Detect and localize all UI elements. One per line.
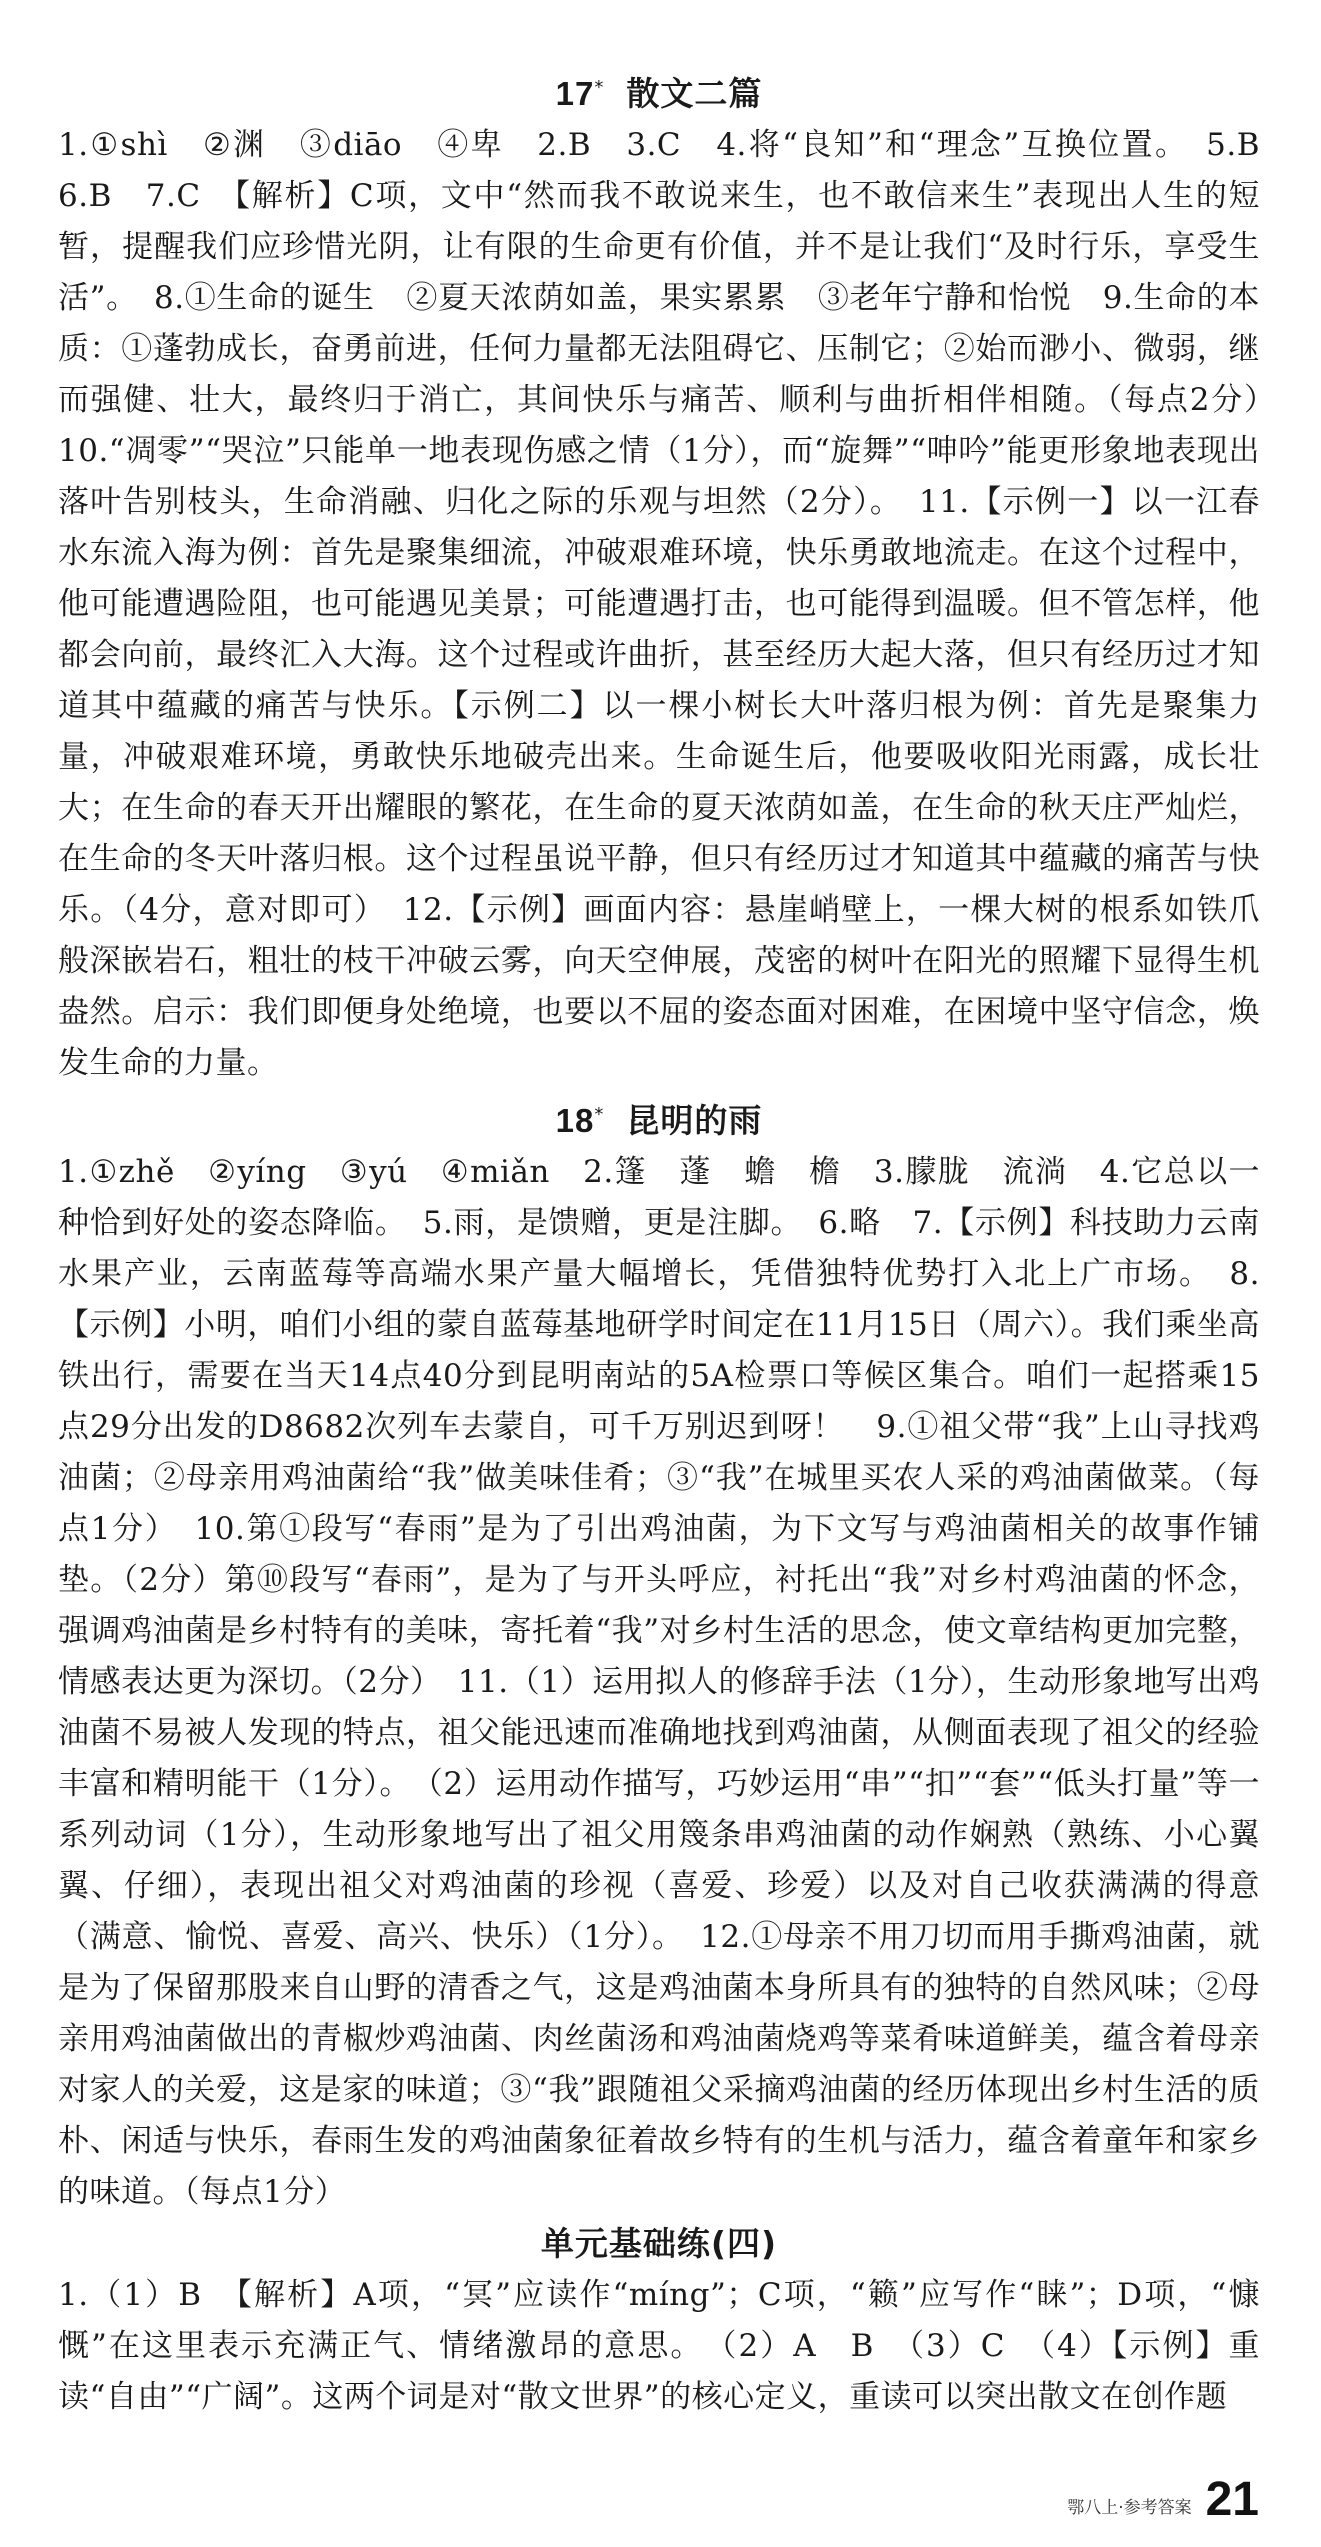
section-unit-practice-4 xyxy=(58,2222,1260,2423)
section-title xyxy=(58,66,1260,116)
optional-lesson-mark: * xyxy=(594,77,605,98)
book-label: 鄂八上·参考答案 xyxy=(1067,2498,1192,2518)
answer-text: 1.（1）B 【解析】A项，“冥”应读作“míng”；C项，“籁”应写作“睐”；D项，“慷慨”在这里表示充满正气、情绪激昂的意思。 （2）A B （3）C （4）【示例】重读“自由”“广阔”。这两个词是对“散文世界”的核心定义，重读可以突出散文在创作题 xyxy=(58,2277,1260,2415)
section-17 xyxy=(58,66,1292,1089)
page-number: 21 xyxy=(1205,2473,1259,2526)
page-footer xyxy=(1067,2470,1259,2526)
optional-lesson-mark: * xyxy=(594,1104,605,1125)
answer-text: 1.①shì ②渊 ③diāo ④卑 2.B 3.C 4.将“良知”和“理念”互换位置。 5.B 6.B 7.C 【解析】C项，文中“然而我不敢说来生，也不敢信来生”表现出人生的短暂，提醒我们应珍惜光阴，让有限的生命更有价值，并不是让我们“及时行乐，享受生活”。 8.①生命的诞生 ②夏天浓荫如盖，果实累累 ③老年宁静和怡悦 9.生命的本质：①蓬勃成长，奋勇前进，任何力量都无法阻碍它、压制它；②始而渺小、微弱，继而强健、壮大，最终归于消亡，其间快乐与痛苦、顺利与曲折相伴相随。（每点2分） 10.“凋零”“哭泣”只能单一地表现伤感之情（1分），而“旋舞”“呻吟”能更形象地表现出落叶告别枝头，生命消融、归化之际的乐观与坦然（2分）。 11.【示例一】以一江春水东流入海为例：首先是聚集细流，冲破艰难环境，快乐勇敢地流走。在这个过程中，他可能遭遇险阻，也可能遇见美景；可能遭遇打击，也可能得到温暖。但不管怎样，他都会向前，最终汇入大海。这个过程或许曲折，甚至经历大起大落，但只有经历过才知道其中蕴藏的痛苦与快乐。【示例二】以一棵小树长大叶落归根为例：首先是聚集力量，冲破艰难环境，勇敢快乐地破壳出来。生命诞生后，他要吸收阳光雨露，成长壮大；在生命的春天开出耀眼的繁花，在生命的夏天浓荫如盖，在生命的秋天庄严灿烂，在生命的冬天叶落归根。这个过程虽说平静，但只有经历过才知道其中蕴藏的痛苦与快乐。（4分，意对即可） 12.【示例】画面内容：悬崖峭壁上，一棵大树的根系如铁爪般深嵌岩石，粗壮的枝干冲破云雾，向天空伸展，茂密的树叶在阳光的照耀下显得生机盎然。启示：我们即便身处绝境，也要以不屈的姿态面对困难，在困境中坚守信念，焕发生命的力量。 xyxy=(58,127,1292,1081)
lesson-title: 昆明的雨 xyxy=(626,1101,763,1140)
answer-text: 1.①zhě ②yíng ③yú ④miǎn 2.篷 蓬 蟾 檐 3.朦胧 流淌 4.它总以一种恰到好处的姿态降临。 5.雨，是馈赠，更是注脚。 6.略 7.【示例】科技助力云南水果产业，云南蓝莓等高端水果产量大幅增长，凭借独特优势打入北上广市场。 8.【示例】小明，咱们小组的蒙自蓝莓基地研学时间定在11月15日（周六）。我们乘坐高铁出行，需要在当天14点40分到昆明南站的5A检票口等候区集合。咱们一起搭乘15点29分出发的D8682次列车去蒙自，可千万别迟到呀！ 9.①祖父带“我”上山寻找鸡油菌；②母亲用鸡油菌给“我”做美味佳肴；③“我”在城里买农人采的鸡油菌做菜。（每点1分） 10.第①段写“春雨”是为了引出鸡油菌，为下文写与鸡油菌相关的故事作铺垫。（2分）第⑩段写“春雨”，是为了与开头呼应，衬托出“我”对乡村鸡油菌的怀念，强调鸡油菌是乡村特有的美味，寄托着“我”对乡村生活的思念，使文章结构更加完整，情感表达更为深切。（2分） 11.（1）运用拟人的修辞手法（1分），生动形象地写出鸡油菌不易被人发现的特点，祖父能迅速而准确地找到鸡油菌，从侧面表现了祖父的经验丰富和精明能干（1分）。 （2）运用动作描写，巧妙运用“串”“扣”“套”“低头打量”等一系列动词（1分），生动形象地写出了祖父用篾条串鸡油菌的动作娴熟（熟练、小心翼翼、仔细），表现出祖父对鸡油菌的珍视（喜爱、珍爱）以及对自己收获满满的得意（满意、愉悦、喜爱、高兴、快乐）（1分）。 12.①母亲不用刀切而用手撕鸡油菌，就是为了保留那股来自山野的清香之气，这是鸡油菌本身所具有的独特的自然风味；②母亲用鸡油菌做出的青椒炒鸡油菌、肉丝菌汤和鸡油菌烧鸡等菜肴味道鲜美，蕴含着母亲对家人的关爱，这是家的味道；③“我”跟随祖父采摘鸡油菌的经历体现出乡村生活的质朴、闲适与快乐，春雨生发的鸡油菌象征着故乡特有的生机与活力，蕴含着童年和家乡的味道。（每点1分） xyxy=(58,1154,1260,2210)
lesson-number: 18 xyxy=(555,1102,595,1139)
section-title xyxy=(58,2222,1260,2266)
answer-page xyxy=(58,62,1292,2423)
lesson-number: 17 xyxy=(555,75,595,112)
section-18 xyxy=(58,1093,1260,2218)
section-title xyxy=(58,1093,1260,1143)
unit-title: 单元基础练(四) xyxy=(540,2224,778,2263)
lesson-title: 散文二篇 xyxy=(626,74,763,113)
